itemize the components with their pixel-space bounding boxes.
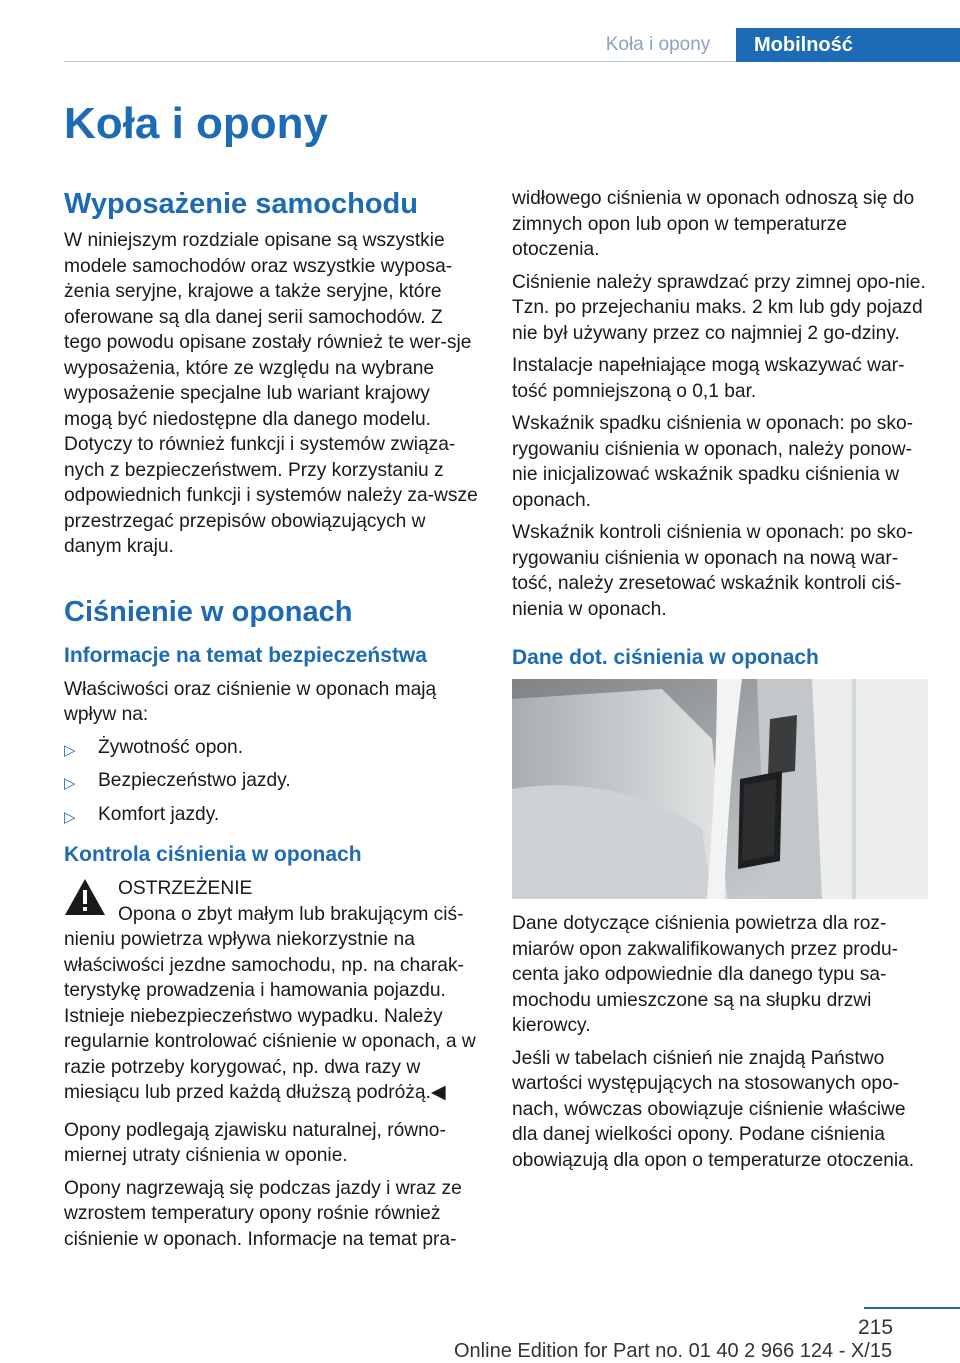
safety-bullet-list [64, 735, 478, 828]
right-paragraph-2: Ciśnienie należy sprawdzać przy zimnej opo‐nie. Tzn. po przejechaniu maks. 2 km lub gdy pojazd nie był używany przez co najmniej 2 go‐dziny. [512, 271, 926, 344]
warning-box [64, 876, 478, 1106]
safety-intro: Właściwości oraz ciśnienie w oponach mają wpływ na: [64, 678, 437, 725]
left-paragraph-2: Opony nagrzewają się podczas jazdy i wraz ze wzrostem temperatury opony rośnie również ciśnienie w oponach. Informacje na temat pra‐ [64, 1177, 462, 1250]
equipment-heading: Wyposażenie samochodu [64, 188, 418, 220]
safety-heading: Informacje na temat bezpieczeństwa [64, 643, 427, 667]
right-paragraph-7: Jeśli w tabelach ciśnień nie znajdą Państwo wartości występujących na stosowanych opo‐nach, wówczas obowiązuje ciśnienie właściwe dla danej wielkości opony. Podane ciśnienia obowiązują dla opon o temperaturze otoczenia. [512, 1047, 915, 1171]
list-item: ▷ Bezpieczeństwo jazdy. [64, 768, 478, 794]
left-column [64, 186, 478, 1259]
header-divider [64, 61, 736, 62]
right-paragraph-3: Instalacje napełniające mogą wskazywać war‐tość pomniejszoną o 0,1 bar. [512, 355, 905, 402]
list-item: ▷ Żywotność opon. [64, 735, 478, 761]
triangle-right-icon: ▷ [64, 775, 76, 792]
pressure-heading: Ciśnienie w oponach [64, 595, 353, 628]
header-chapter-tab: Mobilność [736, 28, 960, 62]
edition-footer: Online Edition for Part no. 01 40 2 966 124 - X/15 [454, 1340, 893, 1362]
page-number: 215 [858, 1316, 894, 1339]
right-paragraph-6: Dane dotyczące ciśnienia powietrza dla roz‐miarów opon zakwalifikowanych przez produ‐centa jako odpowiednie dla danego typu sa‐mochodu umieszczone są na słupku drzwi kierowcy. [512, 913, 899, 1036]
data-heading: Dane dot. ciśnienia w oponach [512, 646, 819, 669]
triangle-right-icon: ▷ [64, 741, 76, 759]
warning-triangle-icon [64, 878, 106, 916]
right-paragraph-1: widłowego ciśnienia w oponach odnoszą się do zimnych opon lub opon w temperaturze otoczenia. [512, 188, 915, 260]
door-pillar-photo [512, 679, 928, 899]
warning-text: Opona o zbyt małym lub brakującym ciś‐nieniu powietrza wpływa niekorzystnie na właściwości jezdne samochodu, np. na charak‐terystykę prowadzenia i hamowania pojazdu. Istnieje niebezpieczeństwo wypadku. Należy regularnie kontrolować ciśnienie w oponach, a w razie potrzeby korygować, np. dwa razy w miesiącu lub przed każdą dłuższą podróżą.◀ [64, 903, 476, 1103]
warning-label: OSTRZEŻENIE [118, 878, 253, 899]
left-paragraph-1: Opony podlegają zjawisku naturalnej, równo‐miernej utraty ciśnienia w oponie. [64, 1119, 446, 1166]
triangle-right-icon: ▷ [64, 808, 76, 826]
right-paragraph-4: Wskaźnik spadku ciśnienia w oponach: po sko‐rygowaniu ciśnienia w oponach, należy ponow‐nie inicjalizować wskaźnik spadku ciśnienia w oponach. [512, 413, 914, 511]
list-item: ▷ Komfort jazdy. [64, 802, 478, 828]
footer-divider [864, 1307, 960, 1309]
right-paragraph-5: Wskaźnik kontroli ciśnienia w oponach: po sko‐rygowaniu ciśnienia w oponach na nową war‐tość, należy zresetować wskaźnik kontroli ciś‐nienia w oponach. [512, 522, 913, 620]
equipment-text: W niniejszym rozdziale opisane są wszystkie modele samochodów oraz wszystkie wyposa‐żenia seryjne, krajowe a także seryjne, które oferowane są dla danej serii samochodów. Z tego powodu opisane zostały również te wer‐sje wyposażenia, które ze względu na wybrane wyposażenie specjalne lub wariant krajowy mogą być niedostępne dla danego modelu. Dotyczy to również funkcji i systemów związa‐nych z bezpieczeństwem. Przy korzystaniu z odpowiednich funkcji i systemów należy za‐wsze przestrzegać przepisów obowiązujących w danym kraju. [64, 230, 478, 557]
header-section: Koła i opony [605, 34, 711, 55]
right-column [512, 186, 928, 1180]
control-heading: Kontrola ciśnienia w oponach [64, 843, 362, 866]
page-title: Koła i opony [64, 99, 328, 148]
